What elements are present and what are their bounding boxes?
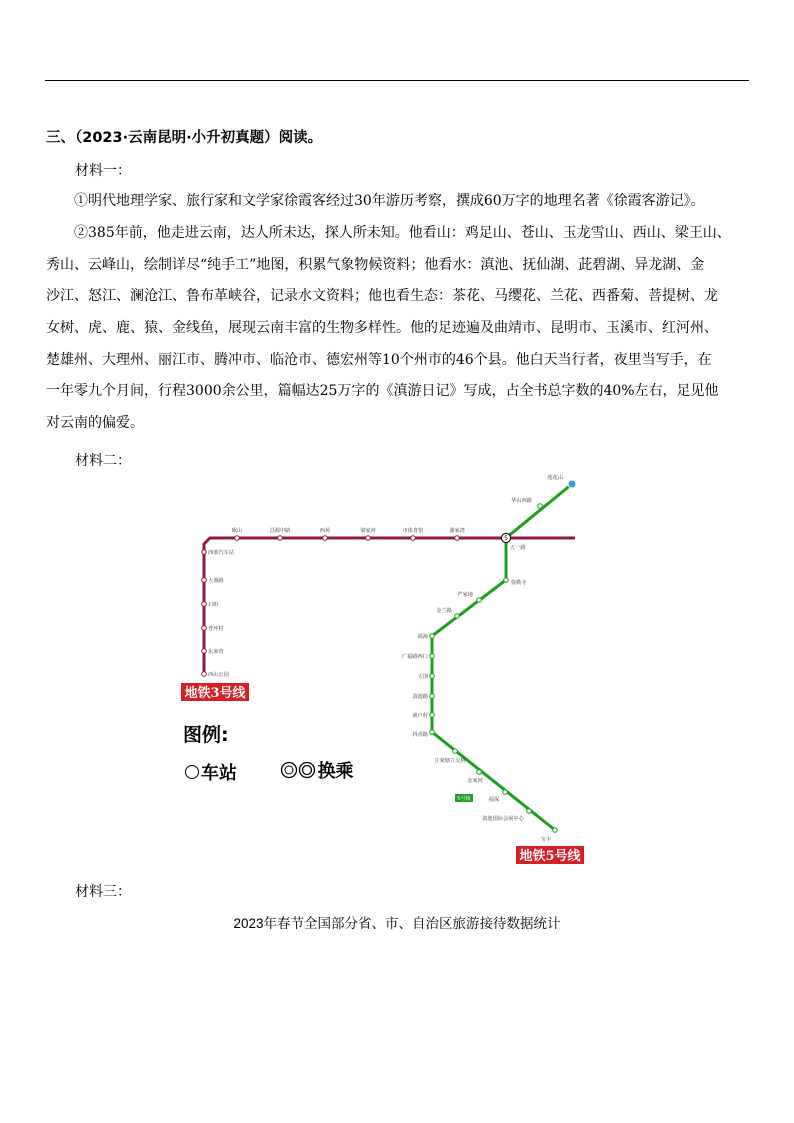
station-label: 昌源中路 [269, 528, 291, 534]
paragraph-line: ②385年前，他走进云南，达人所未达，探人所未知。他看山：鸡足山、苍山、玉龙雪山、西山、梁王山、 [74, 225, 731, 241]
station-label: 梁家河 [360, 528, 376, 534]
legend-title: 图例: [183, 724, 229, 746]
station-label: 石咀 [208, 602, 219, 608]
station-label: 福海 [417, 634, 428, 640]
station-marker [202, 578, 207, 583]
station-marker [430, 654, 435, 659]
station-marker [477, 770, 482, 775]
line5-tag [516, 846, 584, 864]
station-label: 广福路西口 [402, 654, 428, 660]
station-marker [553, 828, 558, 833]
station-marker [430, 634, 435, 639]
station-marker [538, 504, 543, 509]
line3-track [204, 538, 575, 672]
station-label: 市体育馆 [402, 528, 424, 534]
transfer-circle-icon [280, 761, 318, 779]
station-marker [366, 536, 371, 541]
station-marker [235, 536, 240, 541]
station-marker [278, 536, 283, 541]
station-label: 西部汽车站 [208, 550, 234, 556]
line5-badge [455, 794, 473, 802]
station-label: 西山公园 [208, 672, 229, 678]
material1-label: 材料一： [75, 163, 131, 179]
legend-station-label: 车站 [201, 763, 237, 784]
station-marker [411, 536, 416, 541]
station-label: 福保 [488, 797, 500, 803]
legend-row [185, 757, 354, 785]
station-label: 弥勒寺 [511, 580, 527, 586]
station-marker [323, 536, 328, 541]
paragraph-line: 沙江、怒江、澜沧江、鲁布革峡谷，记录水文资料；他也看生态：茶花、马缨花、兰花、西番菊、菩提树、龙 [46, 288, 718, 305]
line3-tag [181, 683, 249, 701]
station-marker [202, 672, 207, 677]
transfer-station-number: 5 [504, 535, 508, 543]
station-label: 潘家湾 [449, 528, 465, 534]
station-label: 滇池国际会展中心 [482, 816, 524, 822]
line5-badge-text: 5号线 [457, 796, 471, 803]
legend-transfer-label: 换乘 [317, 761, 354, 782]
station-label: 金家河 [467, 778, 483, 784]
station-marker [504, 578, 509, 583]
station-marker [430, 694, 435, 699]
station-label: 宝丰 [540, 837, 552, 843]
paragraph-line: 秀山、云峰山，绘制详尽“纯手工”地图，积累气象物候资料；他看水：滇池、抚仙湖、茈碧湖、异龙湖、金 [46, 256, 705, 273]
station-marker [477, 598, 482, 603]
station-label: 金兰路 [436, 608, 452, 614]
station-circle-icon [185, 765, 199, 779]
station-marker [503, 790, 508, 795]
legend-transfer [280, 757, 354, 783]
station-label: 严家地 [457, 592, 473, 598]
paragraph-line: 一年零九个月间，行程3000余公里，篇幅达25万字的《滇游日记》写成，占全书总字数的40%左右，足见他 [46, 383, 719, 400]
station-marker [527, 809, 532, 814]
station-label: 莲花山 [547, 475, 563, 481]
station-label: 大坝 [417, 674, 428, 680]
station-label: 眠山 [231, 528, 243, 534]
station-marker [453, 749, 458, 754]
station-label: 东家营 [208, 649, 224, 655]
question-heading: 三、（2023·云南昆明·小升初真题）阅读。 [46, 130, 323, 146]
station-marker [202, 602, 207, 607]
transfer-station [501, 533, 510, 542]
station-label: 五一路 [510, 545, 526, 551]
material2-label: 材料二： [75, 453, 131, 469]
station-label: 普坪村 [208, 626, 224, 632]
station-marker [202, 649, 207, 654]
station-label: 抖香路 [412, 732, 428, 738]
station-marker [202, 550, 207, 555]
legend-station [185, 759, 237, 785]
line5-tag-text: 地铁5号线 [519, 849, 581, 864]
station-marker [202, 626, 207, 631]
station-marker [430, 674, 435, 679]
paragraph-line: ①明代地理学家、旅行家和文学家徐霞客经过30年游历考察，撰成60万字的地理名著《徐霞客游记》。 [74, 193, 705, 209]
station-label: 大渔路 [208, 578, 224, 584]
paragraph-line: 对云南的偏爱。 [46, 415, 144, 432]
line3-tag-text: 地铁3号线 [184, 686, 246, 701]
material3-label: 材料三： [75, 884, 131, 900]
station-label: 滇池路 [412, 694, 428, 700]
station-marker [430, 730, 435, 735]
station-marker [455, 614, 460, 619]
line5-terminal-icon [568, 480, 576, 488]
station-label: 西苑 [319, 528, 331, 534]
station-label: 庄家塘立交桥 [434, 758, 466, 764]
station-marker [455, 536, 460, 541]
station-label: 渔户村 [412, 713, 428, 719]
station-marker [430, 713, 435, 718]
station-label: 华山西路 [511, 498, 532, 504]
paragraph-line: 女树、虎、鹿、猿、金线鱼，展现云南丰富的生物多样性。他的足迹遍及曲靖市、昆明市、玉溪市、红河州、 [46, 320, 718, 337]
paragraph-line: 楚雄州、大理州、丽江市、腾冲市、临沧市、德宏州等10个州市的46个县。他白天当行者，夜里当写手，在 [46, 351, 712, 368]
chart-title: 2023年春节全国部分省、市、自治区旅游接待数据统计 [233, 916, 561, 931]
